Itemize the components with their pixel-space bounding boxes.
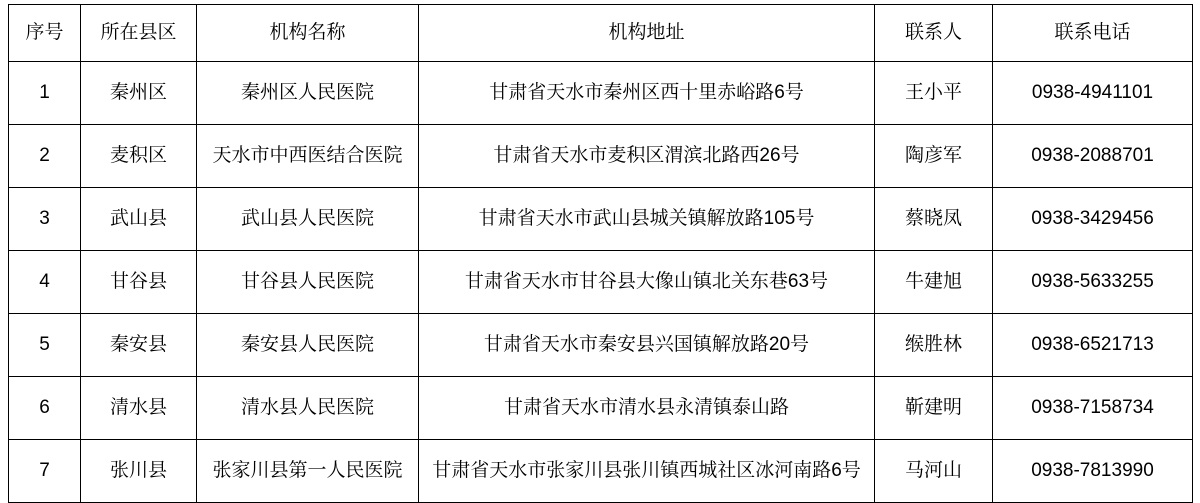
table-row (9, 314, 1193, 377)
cell-phone: 0938-7158734 (993, 377, 1193, 440)
cell-address: 甘肃省天水市张家川县张川镇西城社区冰河南路6号 (419, 440, 875, 503)
table-row (9, 377, 1193, 440)
cell-address: 甘肃省天水市秦州区西十里赤峪路6号 (419, 62, 875, 125)
cell-county: 张川县 (81, 440, 197, 503)
table-header-row (9, 5, 1193, 62)
cell-contact: 牛建旭 (875, 251, 993, 314)
cell-name: 天水市中西医结合医院 (197, 125, 419, 188)
cell-phone: 0938-5633255 (993, 251, 1193, 314)
cell-index: 1 (9, 62, 81, 125)
cell-phone: 0938-4941101 (993, 62, 1193, 125)
cell-name: 甘谷县人民医院 (197, 251, 419, 314)
table-row (9, 125, 1193, 188)
cell-phone: 0938-6521713 (993, 314, 1193, 377)
table-row (9, 188, 1193, 251)
cell-county: 秦州区 (81, 62, 197, 125)
column-header-contact: 联系人 (875, 5, 993, 62)
cell-phone: 0938-2088701 (993, 125, 1193, 188)
table-row (9, 62, 1193, 125)
cell-contact: 王小平 (875, 62, 993, 125)
column-header-index: 序号 (9, 5, 81, 62)
cell-address: 甘肃省天水市清水县永清镇泰山路 (419, 377, 875, 440)
table-row (9, 251, 1193, 314)
cell-county: 秦安县 (81, 314, 197, 377)
cell-index: 4 (9, 251, 81, 314)
cell-address: 甘肃省天水市甘谷县大像山镇北关东巷63号 (419, 251, 875, 314)
cell-index: 6 (9, 377, 81, 440)
cell-address: 甘肃省天水市秦安县兴国镇解放路20号 (419, 314, 875, 377)
cell-contact: 陶彦军 (875, 125, 993, 188)
cell-address: 甘肃省天水市麦积区渭滨北路西26号 (419, 125, 875, 188)
cell-index: 5 (9, 314, 81, 377)
cell-phone: 0938-3429456 (993, 188, 1193, 251)
column-header-county: 所在县区 (81, 5, 197, 62)
cell-contact: 靳建明 (875, 377, 993, 440)
cell-county: 甘谷县 (81, 251, 197, 314)
cell-index: 7 (9, 440, 81, 503)
column-header-phone: 联系电话 (993, 5, 1193, 62)
cell-contact: 缑胜林 (875, 314, 993, 377)
table-header (9, 5, 1193, 62)
cell-index: 2 (9, 125, 81, 188)
cell-address: 甘肃省天水市武山县城关镇解放路105号 (419, 188, 875, 251)
cell-name: 张家川县第一人民医院 (197, 440, 419, 503)
cell-index: 3 (9, 188, 81, 251)
cell-name: 秦安县人民医院 (197, 314, 419, 377)
column-header-address: 机构地址 (419, 5, 875, 62)
table-body (9, 62, 1193, 503)
cell-phone: 0938-7813990 (993, 440, 1193, 503)
table-row (9, 440, 1193, 503)
cell-county: 武山县 (81, 188, 197, 251)
column-header-name: 机构名称 (197, 5, 419, 62)
cell-contact: 马河山 (875, 440, 993, 503)
institution-table (8, 4, 1193, 503)
cell-name: 秦州区人民医院 (197, 62, 419, 125)
cell-county: 清水县 (81, 377, 197, 440)
cell-contact: 蔡晓凤 (875, 188, 993, 251)
cell-name: 武山县人民医院 (197, 188, 419, 251)
cell-name: 清水县人民医院 (197, 377, 419, 440)
cell-county: 麦积区 (81, 125, 197, 188)
